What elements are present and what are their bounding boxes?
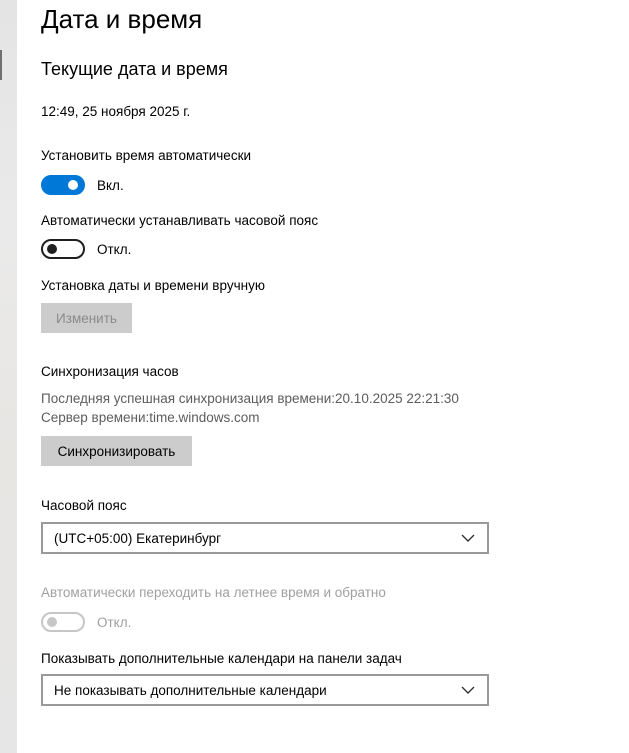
time-server-text: Сервер времени:time.windows.com: [41, 410, 260, 425]
current-datetime: 12:49, 25 ноября 2025 г.: [41, 104, 191, 119]
page-title: Дата и время: [41, 4, 203, 34]
dst-toggle-row: [41, 612, 131, 632]
calendars-label: Показывать дополнительные календари на панели задач: [41, 651, 402, 666]
auto-time-toggle[interactable]: [41, 175, 85, 195]
toggle-knob: [47, 617, 57, 627]
auto-timezone-label: Автоматически устанавливать часовой пояс: [41, 213, 319, 228]
chevron-down-icon: [461, 685, 475, 695]
timezone-selected-value: (UTC+05:00) Екатеринбург: [54, 530, 222, 546]
nav-selection-marker: [0, 50, 2, 80]
timezone-label: Часовой пояс: [41, 498, 127, 513]
auto-timezone-state: Откл.: [97, 241, 132, 257]
manual-set-label: Установка даты и времени вручную: [41, 278, 265, 293]
section-title: Текущие дата и время: [41, 59, 228, 79]
calendars-select[interactable]: [41, 674, 489, 706]
dst-label: Автоматически переходить на летнее время и обратно: [41, 585, 386, 600]
toggle-knob: [47, 244, 57, 254]
timezone-select[interactable]: [41, 522, 489, 554]
auto-timezone-toggle[interactable]: [41, 239, 85, 259]
auto-time-label: Установить время автоматически: [41, 148, 252, 163]
sync-title: Синхронизация часов: [41, 364, 179, 379]
auto-time-state: Вкл.: [97, 177, 124, 193]
dst-state: Откл.: [97, 614, 132, 630]
sync-now-button[interactable]: Синхронизировать: [41, 436, 192, 466]
toggle-knob: [68, 180, 78, 190]
calendars-selected-value: Не показывать дополнительные календари: [54, 682, 327, 698]
left-navigation-edge: [0, 0, 17, 753]
auto-timezone-toggle-row: [41, 239, 131, 259]
last-sync-text: Последняя успешная синхронизация времени:20.10.2025 22:21:30: [41, 391, 459, 406]
change-datetime-button: Изменить: [41, 303, 132, 333]
auto-time-toggle-row: [41, 175, 124, 195]
dst-toggle: [41, 612, 85, 632]
chevron-down-icon: [461, 533, 475, 543]
